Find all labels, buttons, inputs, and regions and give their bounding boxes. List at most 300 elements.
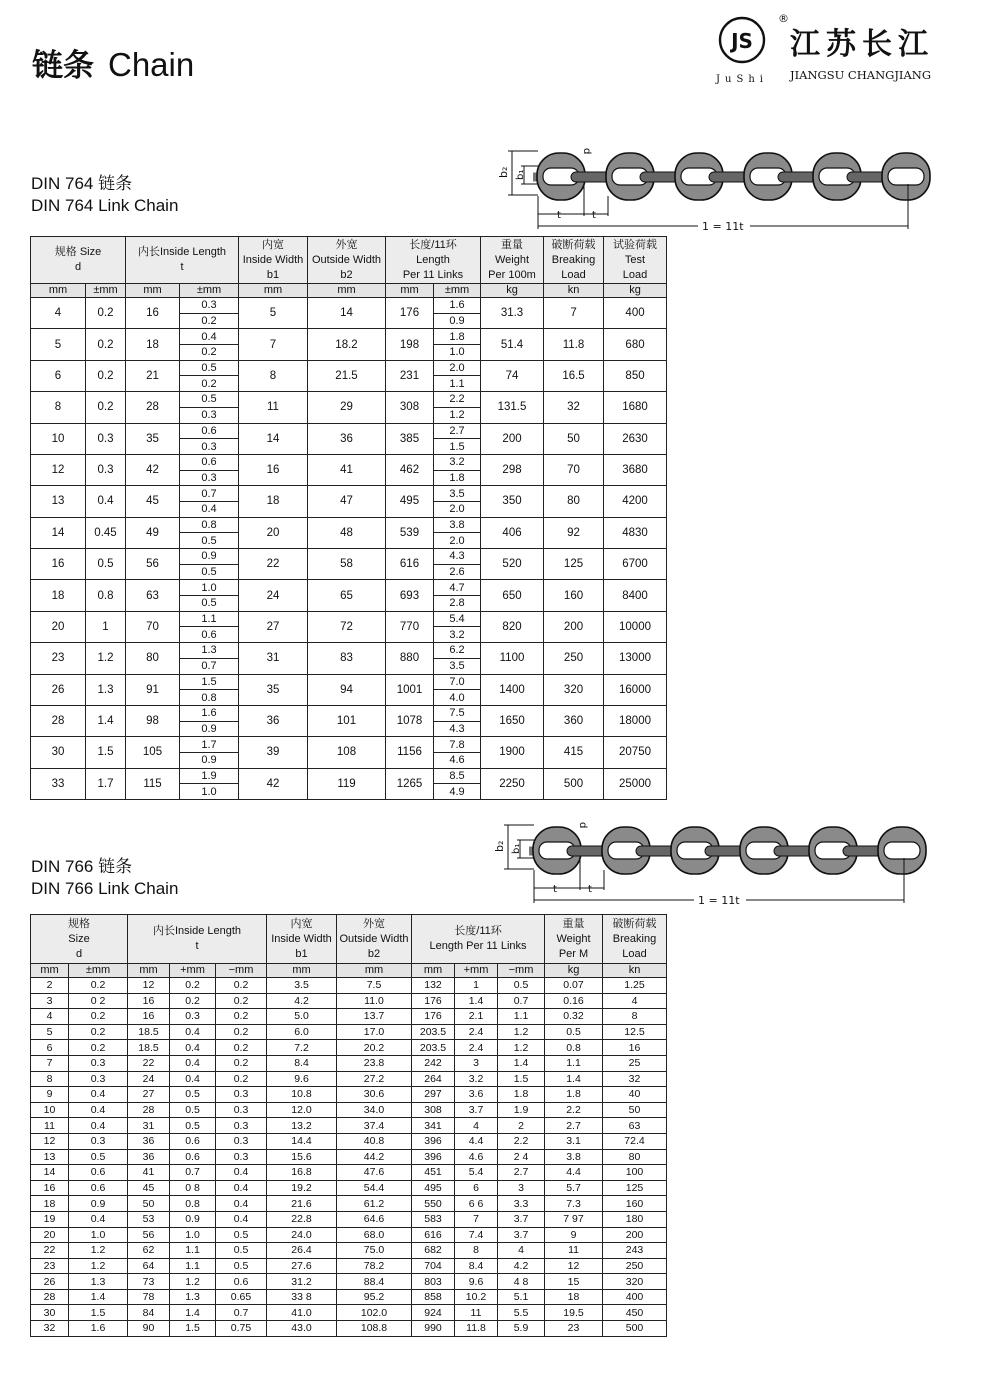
table-cell: 44.2: [337, 1149, 412, 1165]
unit-cell: ±mm: [86, 284, 126, 298]
table-cell: 0.9: [69, 1196, 128, 1212]
table-row: [31, 1196, 667, 1212]
cell-len: 539: [386, 517, 434, 548]
table-row: [31, 1289, 667, 1305]
cell-t-tol-minus: 0.9: [180, 752, 239, 768]
table-cell: 704: [412, 1258, 455, 1274]
cell-len-tol-minus: 1.8: [434, 470, 481, 486]
d-label: d: [581, 148, 592, 155]
unit-cell: kg: [545, 964, 603, 978]
cell-breaking: 125: [544, 549, 604, 580]
table-cell: 24.0: [267, 1227, 337, 1243]
table-cell: 400: [603, 1289, 667, 1305]
table-cell: 7: [31, 1055, 69, 1071]
cell-weight: 1900: [481, 737, 544, 768]
table-cell: 54.4: [337, 1180, 412, 1196]
table-cell: 1.3: [69, 1274, 128, 1290]
table-row: [31, 392, 667, 408]
table-row: [31, 1180, 667, 1196]
cell-t-tol-minus: 0.2: [180, 313, 239, 329]
table-row: [31, 993, 667, 1009]
cell-t-tol-plus: 0.5: [180, 360, 239, 376]
page-title: [32, 40, 194, 85]
cell-t-tol-minus: 0.3: [180, 407, 239, 423]
table-cell: 0.3: [69, 1055, 128, 1071]
cell-b2: 29: [308, 392, 386, 423]
table-cell: 1.1: [545, 1055, 603, 1071]
table-cell: 22: [128, 1055, 170, 1071]
table-cell: 5.0: [267, 1009, 337, 1025]
unit-cell: +mm: [455, 964, 498, 978]
cell-len-tol-minus: 4.3: [434, 721, 481, 737]
cell-t-tol-minus: 0.5: [180, 564, 239, 580]
table-cell: 1.4: [170, 1305, 216, 1321]
unit-cell: mm: [128, 964, 170, 978]
table-cell: 0.3: [216, 1133, 267, 1149]
col-inside-width: 内宽 Inside Width b1: [267, 915, 337, 964]
cell-d: 33: [31, 768, 86, 799]
table-cell: 8: [31, 1071, 69, 1087]
cell-len-tol-plus: 1.6: [434, 298, 481, 314]
table-cell: 0.3: [216, 1118, 267, 1134]
table-row: [31, 978, 667, 994]
table-cell: 1.0: [170, 1227, 216, 1243]
table-cell: 0.7: [498, 993, 545, 1009]
cell-weight: 131.5: [481, 392, 544, 423]
din764-chain-diagram: [488, 144, 938, 232]
cell-weight: 406: [481, 517, 544, 548]
table-cell: 1.4: [69, 1289, 128, 1305]
cell-t: 91: [126, 674, 180, 705]
table-cell: 0.6: [170, 1149, 216, 1165]
d-label: d: [577, 822, 588, 829]
table-cell: 0.6: [216, 1274, 267, 1290]
cell-b2: 72: [308, 611, 386, 642]
table-cell: 15: [545, 1274, 603, 1290]
cell-d_tol: 0.3: [86, 454, 126, 485]
t-label-1: t: [553, 884, 557, 895]
table-cell: 125: [603, 1180, 667, 1196]
table-cell: 41: [128, 1165, 170, 1181]
company-logo: [712, 8, 962, 88]
table-cell: 20.2: [337, 1040, 412, 1056]
unit-cell: mm: [337, 964, 412, 978]
cell-t-tol-minus: 0.3: [180, 470, 239, 486]
table-cell: 0.2: [69, 1009, 128, 1025]
table-cell: 19.5: [545, 1305, 603, 1321]
table-cell: 320: [603, 1274, 667, 1290]
cell-breaking: 250: [544, 643, 604, 674]
table-cell: 4: [603, 993, 667, 1009]
table-cell: 1.5: [69, 1305, 128, 1321]
table-cell: 0.4: [170, 1071, 216, 1087]
cell-breaking: 80: [544, 486, 604, 517]
col-breaking-load: 破断荷载 Breaking Load: [603, 915, 667, 964]
table-cell: 22.8: [267, 1211, 337, 1227]
table-cell: 500: [603, 1321, 667, 1337]
unit-cell: −mm: [498, 964, 545, 978]
cell-b1: 5: [239, 298, 308, 329]
cell-t-tol-plus: 0.3: [180, 298, 239, 314]
table-cell: 10.2: [455, 1289, 498, 1305]
logo-monogram: JS: [731, 29, 753, 53]
cell-t: 63: [126, 580, 180, 611]
table-cell: 63: [603, 1118, 667, 1134]
table-cell: 102.0: [337, 1305, 412, 1321]
table-cell: 68.0: [337, 1227, 412, 1243]
cell-b2: 18.2: [308, 329, 386, 360]
logo-arc-text: JuShi: [716, 74, 768, 85]
cell-len-tol-minus: 1.2: [434, 407, 481, 423]
table-cell: 803: [412, 1274, 455, 1290]
table-cell: 4: [31, 1009, 69, 1025]
table-cell: 14: [31, 1165, 69, 1181]
col-outside-width: 外宽 Outside Width b2: [308, 237, 386, 284]
cell-b1: 20: [239, 517, 308, 548]
table-cell: 990: [412, 1321, 455, 1337]
table-cell: 78.2: [337, 1258, 412, 1274]
unit-cell: mm: [267, 964, 337, 978]
total-length-label: 1 = 11t: [702, 220, 744, 232]
cell-t-tol-minus: 0.9: [180, 721, 239, 737]
col-test-load: 试验荷载 Test Load: [604, 237, 667, 284]
table-cell: 27.6: [267, 1258, 337, 1274]
table-cell: 0.8: [170, 1196, 216, 1212]
table-cell: 0.5: [170, 1118, 216, 1134]
table-cell: 37.4: [337, 1118, 412, 1134]
table-cell: 22: [31, 1243, 69, 1259]
cell-b1: 27: [239, 611, 308, 642]
table-cell: 1.4: [545, 1071, 603, 1087]
cell-breaking: 7: [544, 298, 604, 329]
unit-cell: mm: [239, 284, 308, 298]
table-cell: 4.4: [455, 1133, 498, 1149]
table-cell: 16: [603, 1040, 667, 1056]
col-length: 长度/11环 Length Per 11 Links: [412, 915, 545, 964]
table-cell: 0.16: [545, 993, 603, 1009]
cell-weight: 1400: [481, 674, 544, 705]
table-row: [31, 423, 667, 439]
cell-d_tol: 1.3: [86, 674, 126, 705]
cell-weight: 51.4: [481, 329, 544, 360]
cell-test: 2630: [604, 423, 667, 454]
table-cell: 4.6: [455, 1149, 498, 1165]
table-cell: 5.9: [498, 1321, 545, 1337]
table-cell: 7 97: [545, 1211, 603, 1227]
table-cell: 12.5: [603, 1024, 667, 1040]
cell-test: 16000: [604, 674, 667, 705]
table-cell: 30: [31, 1305, 69, 1321]
table-cell: 176: [412, 993, 455, 1009]
cell-b1: 42: [239, 768, 308, 799]
cell-t-tol-plus: 0.7: [180, 486, 239, 502]
unit-cell: mm: [308, 284, 386, 298]
cell-t-tol-plus: 0.4: [180, 329, 239, 345]
b2-label: b₂: [497, 166, 510, 178]
table-row: [31, 1071, 667, 1087]
cell-len-tol-plus: 3.8: [434, 517, 481, 533]
cell-t: 49: [126, 517, 180, 548]
table-cell: 2: [498, 1118, 545, 1134]
table-cell: 0.5: [216, 1227, 267, 1243]
table-cell: 10.8: [267, 1087, 337, 1103]
table-cell: 180: [603, 1211, 667, 1227]
table-cell: 4.2: [498, 1258, 545, 1274]
table-cell: 0.2: [69, 978, 128, 994]
cell-d_tol: 0.45: [86, 517, 126, 548]
table-cell: 0.4: [69, 1102, 128, 1118]
cell-len-tol-plus: 5.4: [434, 611, 481, 627]
table-row: [31, 1305, 667, 1321]
unit-cell: mm: [126, 284, 180, 298]
table-cell: 31: [128, 1118, 170, 1134]
cell-len-tol-minus: 2.6: [434, 564, 481, 580]
table-cell: 1.9: [498, 1102, 545, 1118]
table-cell: 858: [412, 1289, 455, 1305]
cell-d: 28: [31, 705, 86, 736]
cell-test: 10000: [604, 611, 667, 642]
table-cell: 21.6: [267, 1196, 337, 1212]
cell-test: 18000: [604, 705, 667, 736]
table-cell: 3.5: [267, 978, 337, 994]
table-cell: 7.4: [455, 1227, 498, 1243]
table-cell: 19.2: [267, 1180, 337, 1196]
cell-d_tol: 0.5: [86, 549, 126, 580]
table-row: [31, 298, 667, 314]
table-cell: 31.2: [267, 1274, 337, 1290]
table-cell: 1.8: [498, 1087, 545, 1103]
table-cell: 5.7: [545, 1180, 603, 1196]
cell-breaking: 11.8: [544, 329, 604, 360]
table-row: [31, 1133, 667, 1149]
t-label-1: t: [557, 210, 561, 221]
table-cell: 0.2: [216, 978, 267, 994]
cell-b1: 8: [239, 360, 308, 391]
cell-t: 28: [126, 392, 180, 423]
table-row: [31, 1258, 667, 1274]
table-cell: 30.6: [337, 1087, 412, 1103]
cell-t: 56: [126, 549, 180, 580]
table-cell: 0.2: [216, 1071, 267, 1087]
table-cell: 2.7: [545, 1118, 603, 1134]
table-cell: 450: [603, 1305, 667, 1321]
table-cell: 13.7: [337, 1009, 412, 1025]
table-cell: 14.4: [267, 1133, 337, 1149]
table-cell: 1.5: [170, 1321, 216, 1337]
cell-d: 13: [31, 486, 86, 517]
table-cell: 160: [603, 1196, 667, 1212]
table-cell: 7.5: [337, 978, 412, 994]
cell-t-tol-minus: 1.0: [180, 784, 239, 800]
unit-cell: kn: [544, 284, 604, 298]
cell-d: 20: [31, 611, 86, 642]
din766-header-row: [31, 915, 667, 964]
din764-title-zh: DIN 764 链条: [31, 174, 133, 193]
cell-breaking: 16.5: [544, 360, 604, 391]
cell-d: 4: [31, 298, 86, 329]
table-cell: 43.0: [267, 1321, 337, 1337]
cell-t-tol-plus: 1.1: [180, 611, 239, 627]
table-cell: 250: [603, 1258, 667, 1274]
cell-t: 45: [126, 486, 180, 517]
total-length-label: 1 = 11t: [698, 894, 740, 906]
cell-t-tol-minus: 0.7: [180, 658, 239, 674]
col-weight: 重量 Weight Per 100m: [481, 237, 544, 284]
table-cell: 32: [603, 1071, 667, 1087]
table-row: [31, 1211, 667, 1227]
table-cell: 95.2: [337, 1289, 412, 1305]
table-cell: 3.1: [545, 1133, 603, 1149]
cell-d_tol: 1.2: [86, 643, 126, 674]
table-cell: 0.4: [170, 1024, 216, 1040]
cell-len-tol-minus: 2.0: [434, 501, 481, 517]
cell-len-tol-minus: 4.9: [434, 784, 481, 800]
cell-d_tol: 0.2: [86, 360, 126, 391]
cell-t-tol-minus: 0.4: [180, 501, 239, 517]
table-cell: 3: [31, 993, 69, 1009]
cell-t-tol-plus: 1.3: [180, 643, 239, 659]
cell-weight: 31.3: [481, 298, 544, 329]
t-label-2: t: [588, 884, 592, 895]
table-cell: 0.4: [69, 1118, 128, 1134]
table-cell: 11: [455, 1305, 498, 1321]
cell-len: 1156: [386, 737, 434, 768]
unit-cell: mm: [31, 964, 69, 978]
table-cell: 0.7: [216, 1305, 267, 1321]
unit-cell: kg: [604, 284, 667, 298]
chain-link-hole: [884, 842, 920, 859]
logo-brand-zh: 江苏长江: [790, 27, 934, 62]
table-cell: 0.5: [216, 1243, 267, 1259]
table-cell: 0.4: [170, 1055, 216, 1071]
table-row: [31, 1149, 667, 1165]
table-cell: 23: [31, 1258, 69, 1274]
din766-title-zh: DIN 766 链条: [31, 857, 133, 876]
cell-len-tol-plus: 1.8: [434, 329, 481, 345]
cell-t: 18: [126, 329, 180, 360]
table-cell: 924: [412, 1305, 455, 1321]
table-cell: 1.4: [498, 1055, 545, 1071]
table-cell: 2 4: [498, 1149, 545, 1165]
table-cell: 9.6: [455, 1274, 498, 1290]
cell-t: 70: [126, 611, 180, 642]
table-cell: 11: [545, 1243, 603, 1259]
cell-test: 1680: [604, 392, 667, 423]
table-row: [31, 486, 667, 502]
cell-len-tol-plus: 4.7: [434, 580, 481, 596]
cell-len-tol-plus: 6.2: [434, 643, 481, 659]
cell-len: 198: [386, 329, 434, 360]
table-cell: 0.3: [170, 1009, 216, 1025]
cell-d_tol: 1.7: [86, 768, 126, 799]
table-cell: 15.6: [267, 1149, 337, 1165]
table-cell: 8.4: [267, 1055, 337, 1071]
din766-units-row: [31, 964, 667, 978]
table-cell: 27: [128, 1087, 170, 1103]
table-cell: 1.1: [170, 1243, 216, 1259]
table-cell: 1.1: [498, 1009, 545, 1025]
col-length: 长度/11环 Length Per 11 Links: [386, 237, 481, 284]
din766-chain-diagram: [484, 818, 934, 906]
table-row: [31, 1102, 667, 1118]
cell-breaking: 32: [544, 392, 604, 423]
table-row: [31, 1118, 667, 1134]
table-cell: 23.8: [337, 1055, 412, 1071]
cell-test: 13000: [604, 643, 667, 674]
table-cell: 36: [128, 1133, 170, 1149]
cell-len-tol-plus: 7.0: [434, 674, 481, 690]
col-inside-length: 内长Inside Length t: [126, 237, 239, 284]
table-cell: 2.4: [455, 1024, 498, 1040]
table-cell: 0.3: [216, 1087, 267, 1103]
cell-len: 1001: [386, 674, 434, 705]
table-cell: 0.5: [69, 1149, 128, 1165]
table-cell: 9: [31, 1087, 69, 1103]
cell-len: 462: [386, 454, 434, 485]
cell-d: 30: [31, 737, 86, 768]
table-cell: 50: [603, 1102, 667, 1118]
table-cell: 1.2: [69, 1258, 128, 1274]
table-cell: 243: [603, 1243, 667, 1259]
cell-b2: 94: [308, 674, 386, 705]
cell-breaking: 50: [544, 423, 604, 454]
cell-b1: 14: [239, 423, 308, 454]
table-cell: 18: [31, 1196, 69, 1212]
cell-t-tol-plus: 0.6: [180, 454, 239, 470]
table-cell: 0.4: [170, 1040, 216, 1056]
cell-b1: 35: [239, 674, 308, 705]
table-cell: 72.4: [603, 1133, 667, 1149]
table-row: [31, 1227, 667, 1243]
table-cell: 1.1: [170, 1258, 216, 1274]
cell-b1: 24: [239, 580, 308, 611]
table-row: [31, 329, 667, 345]
cell-len-tol-plus: 4.3: [434, 549, 481, 565]
table-cell: 0.5: [170, 1102, 216, 1118]
table-cell: 0.4: [69, 1211, 128, 1227]
cell-len-tol-plus: 2.2: [434, 392, 481, 408]
cell-b1: 36: [239, 705, 308, 736]
cell-weight: 350: [481, 486, 544, 517]
table-cell: 297: [412, 1087, 455, 1103]
cell-t: 98: [126, 705, 180, 736]
cell-test: 20750: [604, 737, 667, 768]
table-cell: 27.2: [337, 1071, 412, 1087]
page-title-zh: 链条: [32, 48, 94, 84]
table-row: [31, 1055, 667, 1071]
table-cell: 7: [455, 1211, 498, 1227]
cell-d_tol: 0.2: [86, 392, 126, 423]
table-cell: 3.7: [455, 1102, 498, 1118]
cell-breaking: 500: [544, 768, 604, 799]
din764-title: [31, 173, 178, 217]
col-inside-width: 内宽 Inside Width b1: [239, 237, 308, 284]
table-cell: 242: [412, 1055, 455, 1071]
din766-title: [31, 856, 178, 900]
cell-d_tol: 1.4: [86, 705, 126, 736]
table-cell: 3.7: [498, 1211, 545, 1227]
table-cell: 0.6: [69, 1165, 128, 1181]
table-cell: 16: [128, 993, 170, 1009]
cell-len-tol-plus: 2.7: [434, 423, 481, 439]
table-cell: 2.2: [545, 1102, 603, 1118]
cell-len-tol-minus: 4.6: [434, 752, 481, 768]
unit-cell: ±mm: [434, 284, 481, 298]
table-cell: 4 8: [498, 1274, 545, 1290]
cell-d: 12: [31, 454, 86, 485]
table-cell: 0.7: [170, 1165, 216, 1181]
table-cell: 28: [128, 1102, 170, 1118]
